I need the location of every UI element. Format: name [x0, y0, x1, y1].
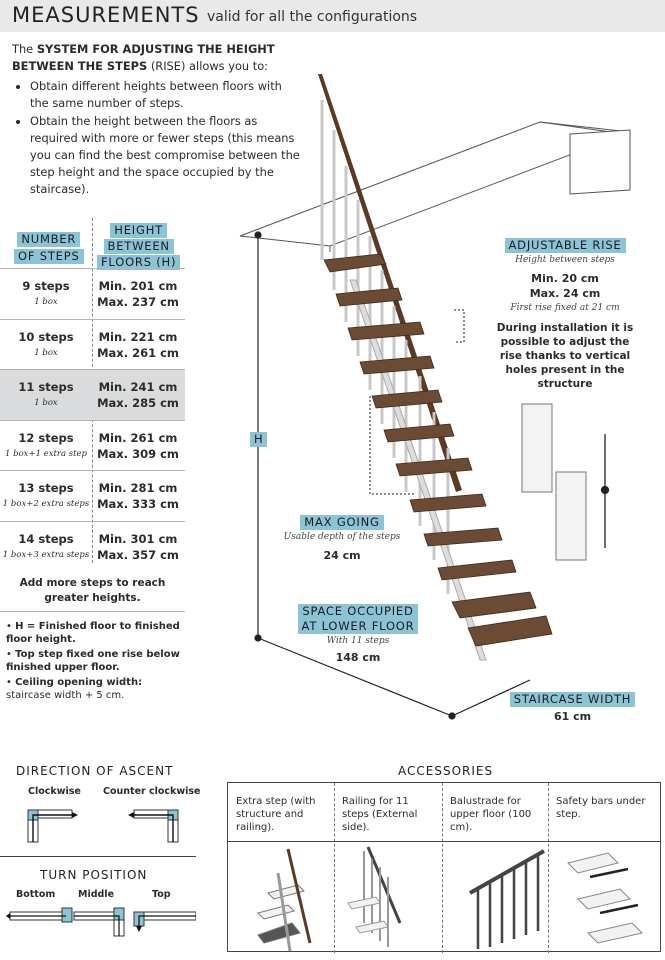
adjustable-rise-callout: ADJUSTABLE RISE Height between steps Min. 20 cm Max. 24 cm First rise fixed at 21 cm During installation it is possible to adjust the rise thanks to vertical holes present in the structure: [496, 238, 634, 390]
table-row: 14 steps 1 box+3 extra steps Min. 301 cm Max. 357 cm: [0, 521, 185, 572]
direction-icons: [20, 804, 200, 850]
accessories-panel: [227, 782, 661, 952]
accessory-illustrations: [228, 843, 660, 951]
accessory-extra-step-label: Extra step (with structure and railing).: [236, 796, 316, 833]
turn-icons: [6, 904, 196, 944]
safety-bars-image: [568, 853, 642, 943]
turn-bottom-icon: [6, 908, 72, 922]
space-occupied-callout: SPACE OCCUPIED AT LOWER FLOOR With 11 steps 148 cm: [288, 604, 428, 665]
turn-middle-icon: [74, 908, 124, 936]
intro-text: The SYSTEM FOR ADJUSTING THE HEIGHT BETWEEN THE STEPS (RISE) allows you to: • Obtain different heights between floors with the same number of steps. • Obtain the height between the floors as required with more or fewer steps (this means you can find the best compromise between the step height and the space occupied by the staircase).: [12, 41, 302, 199]
notes-list: [6, 620, 186, 704]
table-row: 9 steps 1 box Min. 201 cm Max. 237 cm: [0, 268, 185, 319]
col-number-of-steps: NUMBER OF STEPS: [14, 230, 84, 264]
note-item: • Ceiling opening width: staircase width + 5 cm.: [6, 677, 143, 701]
upper-floor-slab: [240, 122, 630, 252]
table-row: 10 steps 1 box Min. 221 cm Max. 261 cm: [0, 319, 185, 370]
vertical-holes-detail: [522, 404, 586, 560]
divider: [0, 856, 196, 857]
railing-image: [348, 847, 400, 947]
height-label: H: [250, 428, 267, 447]
counter-clockwise-label: Counter clockwise: [103, 786, 201, 797]
accessories-title: ACCESSORIES: [398, 764, 494, 778]
turn-middle-label: Middle: [78, 889, 115, 900]
table-row: 12 steps 1 box+1 extra step Min. 261 cm Max. 309 cm: [0, 420, 185, 471]
turn-bottom-label: Bottom: [16, 889, 56, 900]
clockwise-icon: [28, 810, 78, 842]
extra-step-image: [258, 849, 310, 951]
turn-title: TURN POSITION: [40, 868, 148, 882]
intro-bullet: • Obtain the height between the floors as required with more or fewer steps (this means you can find the best compromise between the step height and the space occupied by the staircase).: [30, 113, 302, 198]
max-going-callout: MAX GOING Usable depth of the steps 24 cm: [283, 515, 401, 562]
rise-adjust-arrow: [602, 434, 609, 548]
turn-top-label: Top: [152, 889, 171, 900]
clockwise-label: Clockwise: [28, 786, 81, 797]
steps-table: [0, 268, 185, 571]
page-subtitle: valid for all the configurations: [207, 9, 418, 25]
intro-bullet: • Obtain different heights between floors with the same number of steps.: [30, 78, 302, 112]
table-row: 13 steps 1 box+2 extra steps Min. 281 cm Max. 333 cm: [0, 470, 185, 521]
col-height-between-floors: HEIGHT BETWEEN FLOORS (H): [97, 222, 180, 270]
accessory-balustrade-label: Balustrade for upper floor (100 cm).: [450, 796, 532, 833]
intro-lead-bold: SYSTEM FOR ADJUSTING THE HEIGHT BETWEEN THE STEPS: [12, 42, 275, 73]
add-more-steps-note: Add more steps to reach greater heights.: [0, 576, 185, 612]
staircase-width-callout: STAIRCASE WIDTH 61 cm: [505, 692, 640, 724]
page-title: MEASUREMENTS: [12, 3, 200, 27]
note-item: • Top step fixed one rise below finished upper floor.: [6, 649, 180, 673]
table-row-highlighted: 11 steps 1 box Min. 241 cm Max. 285 cm: [0, 369, 185, 420]
page-header: [0, 0, 665, 32]
counter-clockwise-icon: [128, 810, 178, 842]
direction-title: DIRECTION OF ASCENT: [16, 764, 174, 778]
balustrade-image: [470, 851, 544, 949]
accessory-safety-bars-label: Safety bars under step.: [556, 796, 646, 820]
turn-top-icon: [134, 912, 196, 932]
note-item: • H = Finished floor to finished floor height.: [6, 621, 180, 645]
accessory-railing-label: Railing for 11 steps (External side).: [342, 796, 418, 833]
